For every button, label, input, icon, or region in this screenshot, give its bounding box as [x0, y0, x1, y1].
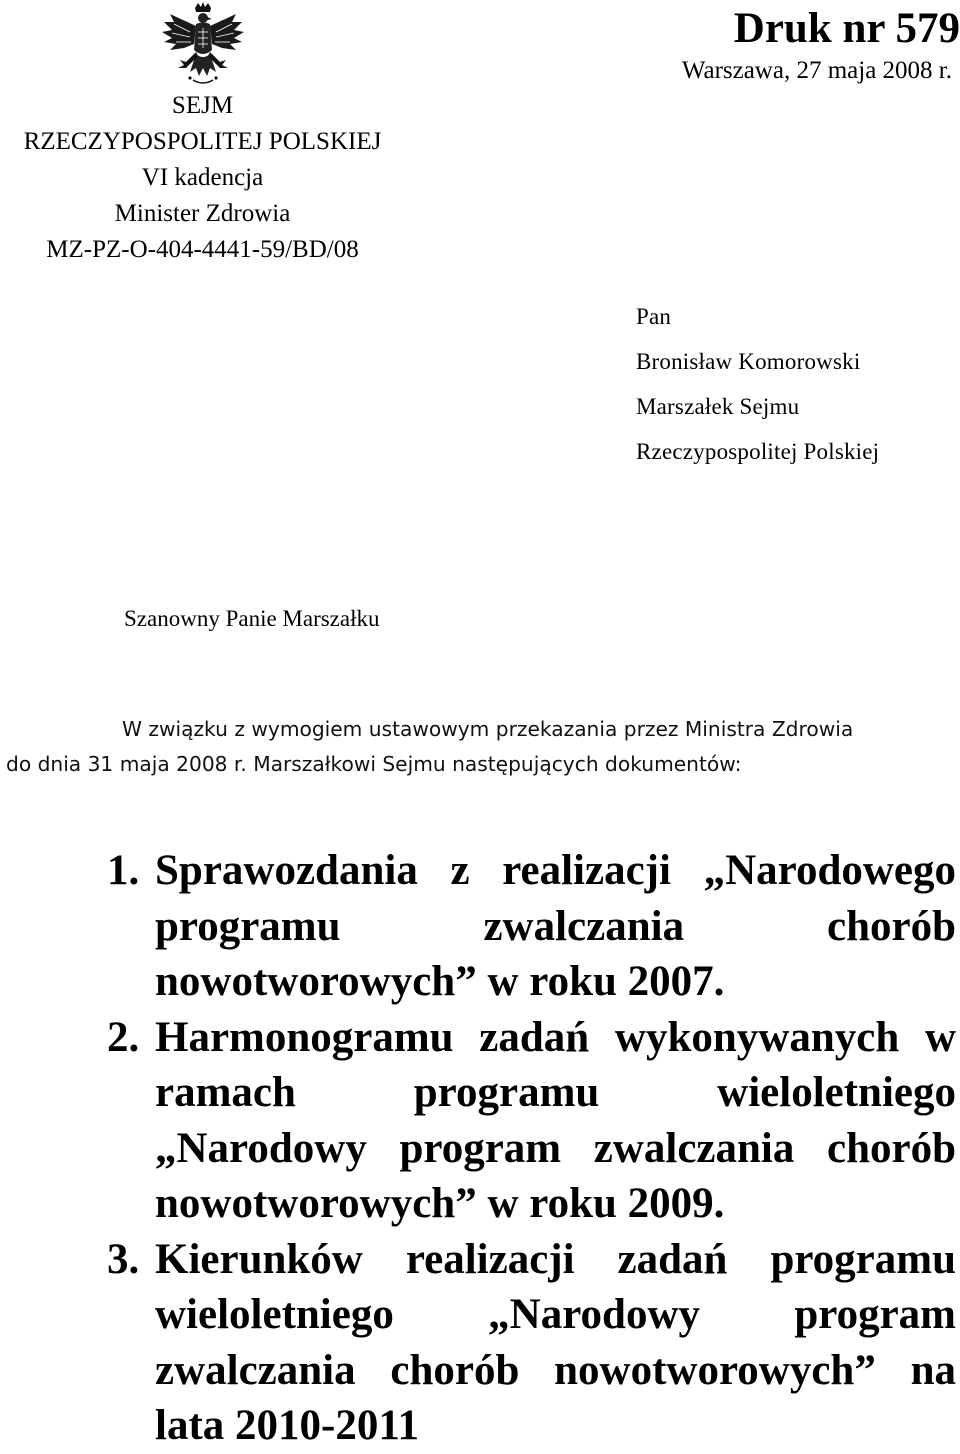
print-number: Druk nr 579	[733, 5, 960, 52]
list-item	[0, 843, 956, 1010]
list-item-number: 2.	[107, 1013, 140, 1061]
addressee-block	[636, 294, 879, 474]
sejm-line: RZECZYPOSPOLITEJ POLSKIEJ	[23, 128, 382, 155]
addressee-line: Rzeczypospolitej Polskiej	[636, 439, 880, 464]
addressee-line: Marszałek Sejmu	[636, 394, 800, 419]
intro-paragraph	[0, 712, 956, 782]
list-item-text: Kierunków realizacji zadań programu wieloletniego „Narodowy program zwalczania chorób nowotworowych” na lata 2010-2011	[155, 1235, 956, 1449]
list-item-number: 3.	[107, 1235, 140, 1283]
list-item	[0, 1232, 956, 1454]
intro-line: W związku z wymogiem ustawowym przekazania przez Ministra Zdrowia	[122, 717, 854, 741]
list-item-text: Harmonogramu zadań wykonywanych w ramach programu wieloletniego „Narodowy program zwalczania chorób nowotworowych” w roku 2009.	[155, 1013, 956, 1227]
list-item-number: 1.	[107, 847, 140, 894]
reference-number: MZ-PZ-O-404-4441-59/BD/08	[46, 236, 359, 263]
sejm-line: VI kadencja	[141, 164, 264, 191]
addressee-line: Pan	[636, 304, 672, 329]
addressee-line: Bronisław Komorowski	[636, 349, 861, 374]
list-item	[0, 1010, 956, 1232]
salutation: Szanowny Panie Marszałku	[124, 606, 380, 631]
polish-eagle-emblem-icon	[160, 2, 246, 86]
list-item-text: Sprawozdania z realizacji „Narodowego programu zwalczania chorób nowotworowych” w roku 2007.	[155, 847, 956, 1005]
intro-line: do dnia 31 maja 2008 r. Marszałkowi Sejmu następujących dokumentów:	[6, 752, 742, 776]
sejm-line: SEJM	[171, 92, 234, 119]
document-date: Warszawa, 27 maja 2008 r.	[681, 57, 952, 84]
sejm-line: Minister Zdrowia	[114, 200, 291, 227]
documents-list	[0, 843, 956, 1454]
sender-header	[0, 88, 405, 268]
